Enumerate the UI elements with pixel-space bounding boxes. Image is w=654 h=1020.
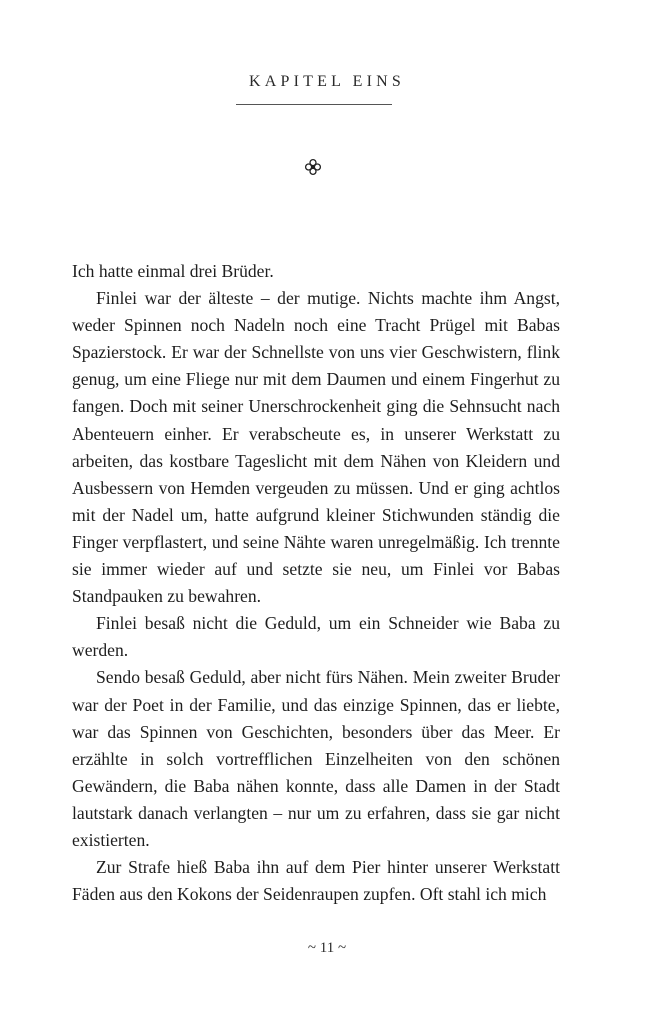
chapter-title: KAPITEL EINS <box>248 73 406 90</box>
paragraph: Finlei war der älteste – der mutige. Nichts machte ihm Angst, weder Spinnen noch Nadeln noch eine Tracht Prügel mit Babas Spazierstock. Er war der Schnellste von uns vier Geschwistern, flink genug, um eine Fliege nur mit dem Daumen und einem Fingerhut zu fangen. Doch mit seiner Unerschrockenheit ging die Sehnsucht nach Abenteuern einher. Er verabscheute es, in unserer Werkstatt zu arbeiten, das kostbare Tageslicht mit dem Nähen von Kleidern und Ausbessern von Hemden vergeuden zu müssen. Und er ging achtlos mit der Nadel um, hatte aufgrund kleiner Stichwunden ständig die Finger verpflastert, und seine Nähte waren unregelmäßig. Ich trennte sie immer wieder auf und setzte sie neu, um Finlei vor Babas Standpauken zu bewahren. <box>72 288 560 607</box>
paragraph: Sendo besaß Geduld, aber nicht fürs Nähen. Mein zweiter Bruder war der Poet in der Familie, und das einzige Spinnen, das er liebte, war das Spinnen von Geschichten, besonders über das Meer. Er erzählte in solch vortrefflichen Einzelheiten von den schönen Gewändern, die Baba nähen konnte, dass alle Damen in der Stadt lautstark danach verlangten – nur um zu erfahren, dass sie gar nicht existierten. <box>72 667 560 850</box>
flower-ornament-icon <box>304 158 322 176</box>
chapter-body <box>72 258 560 908</box>
page-number: ~ 11 ~ <box>307 940 347 956</box>
paragraph: Ich hatte einmal drei Brüder. <box>72 261 274 281</box>
paragraph: Zur Strafe hieß Baba ihn auf dem Pier hinter unserer Werkstatt Fäden aus den Kokons der Seidenraupen zupfen. Oft stahl ich mich <box>72 857 560 905</box>
paragraph: Finlei besaß nicht die Geduld, um ein Schneider wie Baba zu werden. <box>72 613 560 661</box>
title-underline <box>236 104 392 105</box>
